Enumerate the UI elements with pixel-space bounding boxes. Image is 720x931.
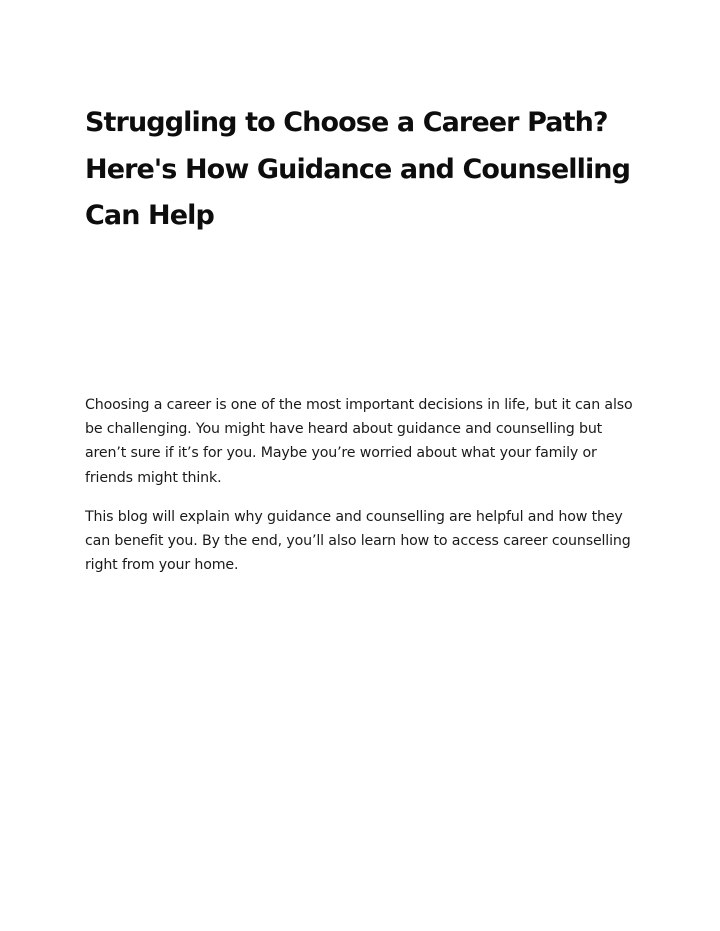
intro-paragraph: Choosing a career is one of the most important decisions in life, but it can also be challenging. You might have heard about guidance and counselling but aren’t sure if it’s for you. Maybe you’re worried about what your family or friends might think. — [85, 397, 633, 486]
page-title: Struggling to Choose a Career Path? Here's How Guidance and Counselling Can Help — [85, 107, 631, 231]
summary-paragraph: This blog will explain why guidance and counselling are helpful and how they can benefit you. By the end, you’ll also learn how to access career counselling right from your home. — [85, 509, 631, 574]
